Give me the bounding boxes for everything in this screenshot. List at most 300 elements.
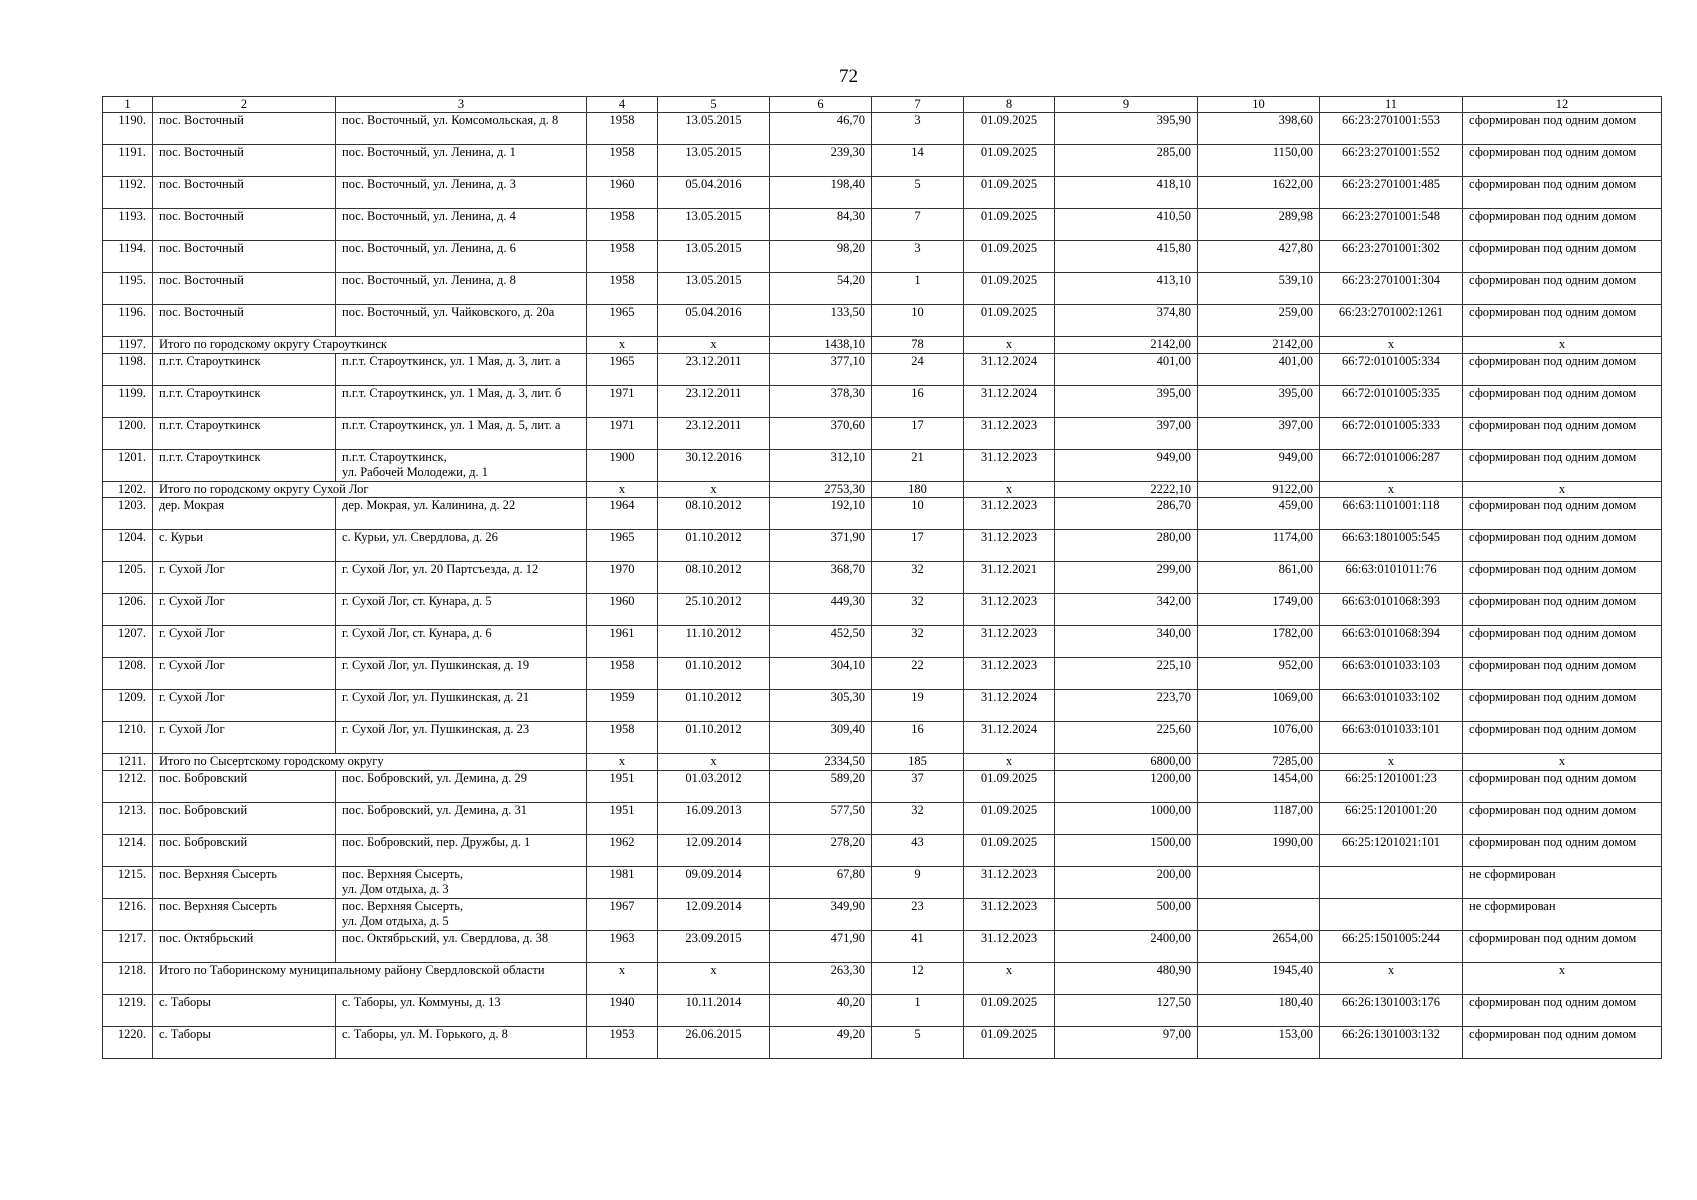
col-deadline: 01.09.2025 [964,834,1055,866]
col-address: пос. Бобровский, ул. Демина, д. 29 [336,770,587,802]
col-address: пос. Восточный, ул. Ленина, д. 6 [336,241,587,273]
col-date: 08.10.2012 [658,562,770,594]
col-residents: 1 [872,273,964,305]
col-cadastral-number: 66:72:0101005:335 [1320,385,1463,417]
column-header: 6 [770,97,872,113]
col-year: 1961 [587,626,658,658]
col-settlement: с. Таборы [153,994,336,1026]
row-number: 1208. [103,658,153,690]
col-date: 23.09.2015 [658,930,770,962]
col-year: 1951 [587,770,658,802]
col-date: 13.05.2015 [658,145,770,177]
col-status: сформирован под одним домом [1463,498,1662,530]
row-number: 1202. [103,481,153,498]
col-residents: 10 [872,305,964,337]
col-year: 1958 [587,722,658,754]
col-land-area: 340,00 [1055,626,1198,658]
column-header: 4 [587,97,658,113]
col-area: 370,60 [770,417,872,449]
table-row [103,498,1662,530]
row-number: 1200. [103,417,153,449]
col-deadline: 31.12.2024 [964,385,1055,417]
col-land-area: 415,80 [1055,241,1198,273]
col-cadastral-area: 1174,00 [1198,530,1320,562]
col-status: не сформирован [1463,898,1662,930]
col-status: x [1463,962,1662,994]
col-address: п.г.т. Староуткинск, ул. 1 Мая, д. 3, лит. а [336,353,587,385]
row-number: 1220. [103,1026,153,1058]
col-cadastral-area: 1076,00 [1198,722,1320,754]
table-row [103,273,1662,305]
col-land-area: 97,00 [1055,1026,1198,1058]
col-address: пос. Бобровский, пер. Дружбы, д. 1 [336,834,587,866]
table-row [103,417,1662,449]
col-year: 1963 [587,930,658,962]
col-date: 13.05.2015 [658,209,770,241]
col-date: 09.09.2014 [658,866,770,898]
col-date: 30.12.2016 [658,449,770,481]
table-row [103,866,1662,898]
row-number: 1201. [103,449,153,481]
col-date: 23.12.2011 [658,353,770,385]
table-row [103,241,1662,273]
row-number: 1196. [103,305,153,337]
col-status: сформирован под одним домом [1463,273,1662,305]
column-header: 10 [1198,97,1320,113]
col-status: сформирован под одним домом [1463,658,1662,690]
row-number: 1207. [103,626,153,658]
col-status: не сформирован [1463,866,1662,898]
col-status: x [1463,481,1662,498]
col-status: сформирован под одним домом [1463,113,1662,145]
col-cadastral-number: 66:63:0101033:102 [1320,690,1463,722]
total-label: Итого по Сысертскому городскому округу [153,754,587,771]
col-settlement: пос. Бобровский [153,834,336,866]
col-date: x [658,754,770,771]
col-address: пос. Бобровский, ул. Демина, д. 31 [336,802,587,834]
col-land-area: 1500,00 [1055,834,1198,866]
header-row [103,97,1662,113]
col-deadline: 01.09.2025 [964,209,1055,241]
col-land-area: 395,00 [1055,385,1198,417]
table-row [103,658,1662,690]
col-address: пос. Восточный, ул. Чайковского, д. 20а [336,305,587,337]
col-date: 13.05.2015 [658,273,770,305]
col-cadastral-area: 9122,00 [1198,481,1320,498]
row-number: 1211. [103,754,153,771]
column-header: 1 [103,97,153,113]
col-year: 1964 [587,498,658,530]
table-row [103,834,1662,866]
col-settlement: пос. Восточный [153,145,336,177]
col-deadline: 01.09.2025 [964,145,1055,177]
col-year: 1953 [587,1026,658,1058]
col-year: 1958 [587,241,658,273]
table-row [103,722,1662,754]
col-deadline: 01.09.2025 [964,113,1055,145]
col-residents: 37 [872,770,964,802]
col-date: 12.09.2014 [658,898,770,930]
table-row [103,626,1662,658]
col-year: 1962 [587,834,658,866]
col-date: 01.10.2012 [658,530,770,562]
col-land-area: 225,60 [1055,722,1198,754]
col-year: x [587,962,658,994]
col-area: 305,30 [770,690,872,722]
col-settlement: пос. Верхняя Сысерть [153,866,336,898]
table-row [103,994,1662,1026]
col-residents: 185 [872,754,964,771]
col-settlement: п.г.т. Староуткинск [153,385,336,417]
col-cadastral-area: 1069,00 [1198,690,1320,722]
column-header: 11 [1320,97,1463,113]
col-cadastral-area: 459,00 [1198,498,1320,530]
col-land-area: 1000,00 [1055,802,1198,834]
col-deadline: 31.12.2023 [964,658,1055,690]
col-land-area: 286,70 [1055,498,1198,530]
col-year: 1967 [587,898,658,930]
col-status: сформирован под одним домом [1463,177,1662,209]
col-land-area: 2400,00 [1055,930,1198,962]
col-cadastral-number: 66:25:1201021:101 [1320,834,1463,866]
col-status: сформирован под одним домом [1463,449,1662,481]
col-land-area: 949,00 [1055,449,1198,481]
col-area: 377,10 [770,353,872,385]
col-cadastral-area: 395,00 [1198,385,1320,417]
col-residents: 22 [872,658,964,690]
col-year: 1958 [587,273,658,305]
col-settlement: г. Сухой Лог [153,562,336,594]
col-area: 371,90 [770,530,872,562]
col-area: 589,20 [770,770,872,802]
col-area: 471,90 [770,930,872,962]
col-land-area: 401,00 [1055,353,1198,385]
col-deadline: 01.09.2025 [964,802,1055,834]
col-cadastral-area: 398,60 [1198,113,1320,145]
row-number: 1203. [103,498,153,530]
row-number: 1191. [103,145,153,177]
col-year: 1965 [587,530,658,562]
col-cadastral-area: 259,00 [1198,305,1320,337]
col-date: 23.12.2011 [658,385,770,417]
col-land-area: 223,70 [1055,690,1198,722]
col-status: сформирован под одним домом [1463,626,1662,658]
col-date: 08.10.2012 [658,498,770,530]
col-area: 67,80 [770,866,872,898]
col-residents: 5 [872,1026,964,1058]
col-cadastral-area: 861,00 [1198,562,1320,594]
table-row [103,770,1662,802]
col-area: 198,40 [770,177,872,209]
col-residents: 23 [872,898,964,930]
col-cadastral-area: 1782,00 [1198,626,1320,658]
col-settlement: пос. Верхняя Сысерть [153,898,336,930]
col-residents: 32 [872,626,964,658]
col-address: пос. Октябрьский, ул. Свердлова, д. 38 [336,930,587,962]
col-residents: 7 [872,209,964,241]
col-address: пос. Восточный, ул. Ленина, д. 3 [336,177,587,209]
table-header [103,97,1662,113]
col-area: 239,30 [770,145,872,177]
total-label: Итого по городскому округу Сухой Лог [153,481,587,498]
col-settlement: г. Сухой Лог [153,690,336,722]
row-number: 1214. [103,834,153,866]
col-year: 1971 [587,385,658,417]
table-row [103,145,1662,177]
column-header: 12 [1463,97,1662,113]
col-cadastral-number: 66:23:2701001:553 [1320,113,1463,145]
row-number: 1219. [103,994,153,1026]
col-date: 01.10.2012 [658,722,770,754]
col-area: 98,20 [770,241,872,273]
col-cadastral-area: 1187,00 [1198,802,1320,834]
col-year: 1900 [587,449,658,481]
col-area: 192,10 [770,498,872,530]
row-number: 1218. [103,962,153,994]
col-date: x [658,481,770,498]
col-cadastral-number: 66:23:2701001:548 [1320,209,1463,241]
col-year: 1951 [587,802,658,834]
col-cadastral-area: 1454,00 [1198,770,1320,802]
col-address: пос. Восточный, ул. Ленина, д. 1 [336,145,587,177]
table-row [103,562,1662,594]
table-row [103,385,1662,417]
table-row [103,305,1662,337]
col-area: 2334,50 [770,754,872,771]
col-residents: 32 [872,562,964,594]
col-deadline: 31.12.2024 [964,353,1055,385]
table-row [103,449,1662,481]
col-address: г. Сухой Лог, ул. 20 Партсъезда, д. 12 [336,562,587,594]
col-area: 577,50 [770,802,872,834]
col-settlement: пос. Восточный [153,209,336,241]
col-year: 1970 [587,562,658,594]
col-cadastral-area: 1622,00 [1198,177,1320,209]
col-cadastral-number: 66:63:0101033:101 [1320,722,1463,754]
col-area: 309,40 [770,722,872,754]
col-land-area: 413,10 [1055,273,1198,305]
col-date: 13.05.2015 [658,113,770,145]
col-cadastral-area: 539,10 [1198,273,1320,305]
col-area: 49,20 [770,1026,872,1058]
col-land-area: 410,50 [1055,209,1198,241]
table-row [103,177,1662,209]
col-deadline: 31.12.2023 [964,930,1055,962]
row-number: 1215. [103,866,153,898]
col-land-area: 200,00 [1055,866,1198,898]
col-status: сформирован под одним домом [1463,417,1662,449]
row-number: 1197. [103,337,153,354]
col-deadline: x [964,481,1055,498]
housing-register-table [102,96,1662,1059]
col-land-area: 127,50 [1055,994,1198,1026]
col-year: 1958 [587,658,658,690]
col-cadastral-number [1320,898,1463,930]
col-deadline: 31.12.2024 [964,722,1055,754]
col-address: п.г.т. Староуткинск, ул. Рабочей Молодежи, д. 1 [336,449,587,481]
table-row [103,113,1662,145]
col-residents: 9 [872,866,964,898]
row-number: 1210. [103,722,153,754]
col-land-area: 6800,00 [1055,754,1198,771]
col-area: 304,10 [770,658,872,690]
row-number: 1192. [103,177,153,209]
col-status: сформирован под одним домом [1463,802,1662,834]
col-area: 54,20 [770,273,872,305]
col-cadastral-number: 66:26:1301003:132 [1320,1026,1463,1058]
col-cadastral-number: 66:63:0101011:76 [1320,562,1463,594]
col-cadastral-area [1198,898,1320,930]
col-settlement: п.г.т. Староуткинск [153,353,336,385]
col-cadastral-area: 401,00 [1198,353,1320,385]
col-date: 01.03.2012 [658,770,770,802]
col-residents: 78 [872,337,964,354]
col-area: 368,70 [770,562,872,594]
col-cadastral-area: 7285,00 [1198,754,1320,771]
row-number: 1199. [103,385,153,417]
col-year: x [587,481,658,498]
col-date: 13.05.2015 [658,241,770,273]
col-status: сформирован под одним домом [1463,241,1662,273]
row-number: 1217. [103,930,153,962]
table-row [103,930,1662,962]
col-date: 26.06.2015 [658,1026,770,1058]
col-deadline: 01.09.2025 [964,241,1055,273]
col-date: x [658,337,770,354]
col-status: сформирован под одним домом [1463,770,1662,802]
col-residents: 32 [872,594,964,626]
col-deadline: 31.12.2023 [964,898,1055,930]
row-number: 1206. [103,594,153,626]
col-year: 1965 [587,353,658,385]
col-area: 2753,30 [770,481,872,498]
col-deadline: 31.12.2023 [964,530,1055,562]
row-number: 1213. [103,802,153,834]
col-year: 1958 [587,209,658,241]
col-cadastral-area: 2654,00 [1198,930,1320,962]
col-area: 378,30 [770,385,872,417]
total-label: Итого по городскому округу Староуткинск [153,337,587,354]
col-status: сформирован под одним домом [1463,209,1662,241]
col-cadastral-number: x [1320,481,1463,498]
col-residents: 24 [872,353,964,385]
col-status: x [1463,754,1662,771]
col-date: 25.10.2012 [658,594,770,626]
col-settlement: г. Сухой Лог [153,722,336,754]
col-area: 1438,10 [770,337,872,354]
table-row [103,209,1662,241]
col-year: 1958 [587,145,658,177]
col-settlement: пос. Бобровский [153,802,336,834]
col-settlement: г. Сухой Лог [153,626,336,658]
col-deadline: 01.09.2025 [964,177,1055,209]
col-settlement: дер. Мокрая [153,498,336,530]
column-header: 7 [872,97,964,113]
col-residents: 41 [872,930,964,962]
total-row [103,337,1662,354]
col-status: сформирован под одним домом [1463,930,1662,962]
col-deadline: 01.09.2025 [964,1026,1055,1058]
col-status: сформирован под одним домом [1463,594,1662,626]
col-land-area: 2142,00 [1055,337,1198,354]
col-land-area: 342,00 [1055,594,1198,626]
col-year: 1971 [587,417,658,449]
col-address: г. Сухой Лог, ул. Пушкинская, д. 23 [336,722,587,754]
col-settlement: пос. Восточный [153,113,336,145]
col-cadastral-number: 66:63:1101001:118 [1320,498,1463,530]
row-number: 1198. [103,353,153,385]
total-label: Итого по Таборинскому муниципальному району Свердловской области [153,962,587,994]
col-date: 11.10.2012 [658,626,770,658]
col-cadastral-number: 66:72:0101005:333 [1320,417,1463,449]
total-row [103,754,1662,771]
col-settlement: п.г.т. Староуткинск [153,417,336,449]
col-cadastral-area: 1150,00 [1198,145,1320,177]
col-residents: 19 [872,690,964,722]
col-year: 1958 [587,113,658,145]
col-cadastral-area: 289,98 [1198,209,1320,241]
col-residents: 16 [872,722,964,754]
col-address: пос. Восточный, ул. Комсомольская, д. 8 [336,113,587,145]
col-status: сформирован под одним домом [1463,305,1662,337]
col-cadastral-number: 66:23:2701001:304 [1320,273,1463,305]
col-year: 1965 [587,305,658,337]
col-area: 312,10 [770,449,872,481]
col-settlement: с. Курьи [153,530,336,562]
col-land-area: 299,00 [1055,562,1198,594]
col-year: 1940 [587,994,658,1026]
col-settlement: пос. Восточный [153,241,336,273]
col-residents: 10 [872,498,964,530]
row-number: 1190. [103,113,153,145]
col-year: 1981 [587,866,658,898]
col-area: 449,30 [770,594,872,626]
total-row [103,481,1662,498]
col-settlement: г. Сухой Лог [153,658,336,690]
col-land-area: 285,00 [1055,145,1198,177]
col-cadastral-area: 153,00 [1198,1026,1320,1058]
col-deadline: 01.09.2025 [964,305,1055,337]
col-land-area: 500,00 [1055,898,1198,930]
col-cadastral-number: 66:26:1301003:176 [1320,994,1463,1026]
col-date: 12.09.2014 [658,834,770,866]
table-row [103,898,1662,930]
col-cadastral-number: 66:25:1201001:23 [1320,770,1463,802]
col-cadastral-number: 66:23:2701001:302 [1320,241,1463,273]
col-land-area: 1200,00 [1055,770,1198,802]
col-residents: 43 [872,834,964,866]
col-status: x [1463,337,1662,354]
col-status: сформирован под одним домом [1463,562,1662,594]
col-cadastral-number: 66:23:2701001:552 [1320,145,1463,177]
col-area: 40,20 [770,994,872,1026]
col-settlement: п.г.т. Староуткинск [153,449,336,481]
col-year: x [587,337,658,354]
col-cadastral-number: 66:25:1501005:244 [1320,930,1463,962]
col-land-area: 225,10 [1055,658,1198,690]
col-date: 01.10.2012 [658,690,770,722]
col-cadastral-number: x [1320,962,1463,994]
col-residents: 21 [872,449,964,481]
col-residents: 32 [872,802,964,834]
col-residents: 5 [872,177,964,209]
row-number: 1204. [103,530,153,562]
col-address: пос. Восточный, ул. Ленина, д. 8 [336,273,587,305]
col-settlement: пос. Бобровский [153,770,336,802]
col-settlement: г. Сухой Лог [153,594,336,626]
col-area: 263,30 [770,962,872,994]
col-cadastral-area: 397,00 [1198,417,1320,449]
